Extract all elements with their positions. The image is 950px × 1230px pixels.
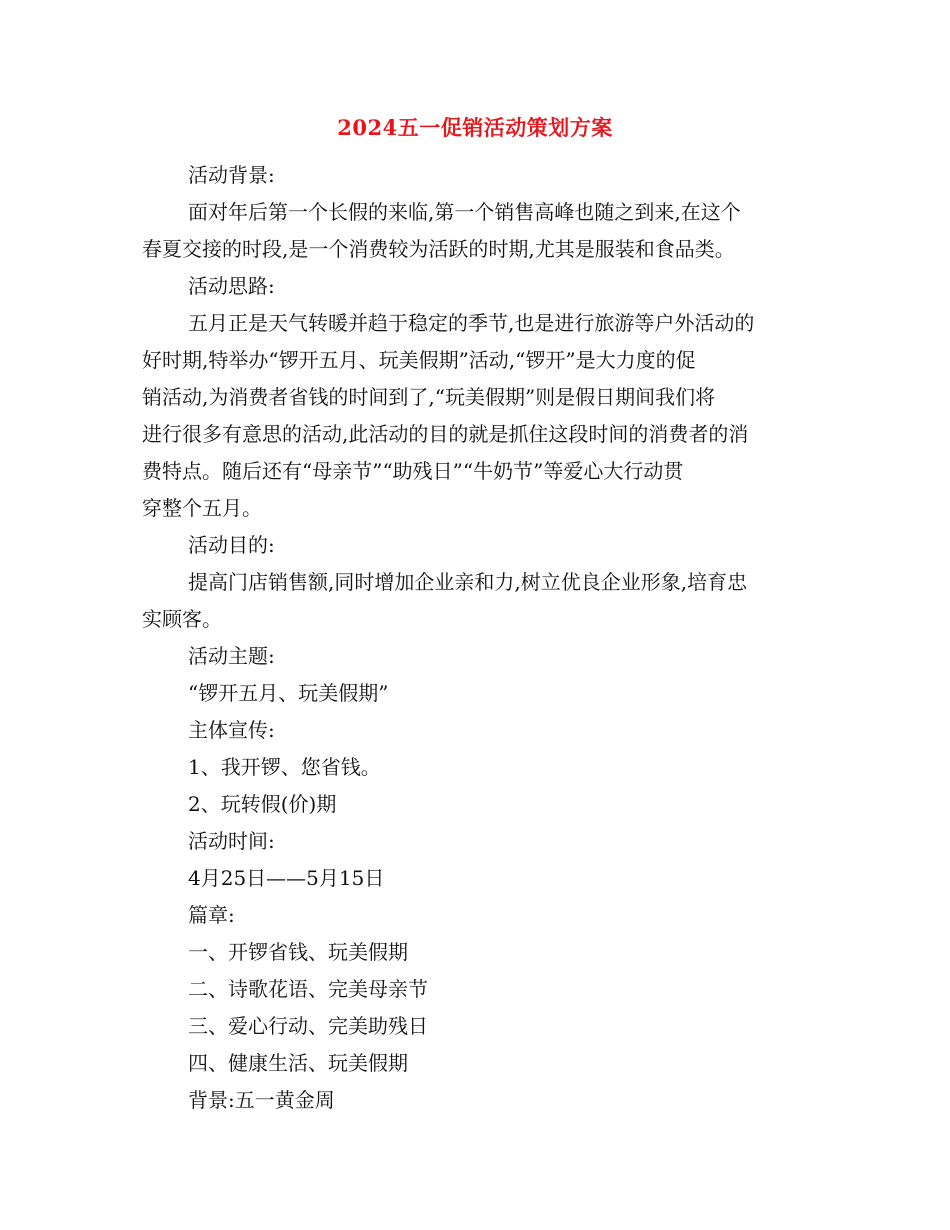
background-line: 背景:五一黄金周 (188, 1088, 335, 1112)
chapter-item: 三、爱心行动、完美助残日 (188, 1014, 428, 1038)
section-heading-background: 活动背景: (188, 163, 275, 187)
section-heading-purpose: 活动目的: (188, 533, 275, 557)
section-heading-idea: 活动思路: (188, 274, 275, 298)
document-title: 2024五一促销活动策划方案 (337, 115, 613, 140)
paragraph-line: 穿整个五月。 (142, 496, 262, 520)
theme-text: “锣开五月、玩美假期” (188, 681, 389, 705)
paragraph-line: 销活动,为消费者省钱的时间到了,“玩美假期”则是假日期间我们将 (142, 385, 716, 409)
chapter-item: 一、开锣省钱、玩美假期 (188, 940, 408, 964)
paragraph-line: 实顾客。 (142, 607, 222, 631)
chapter-item: 四、健康生活、玩美假期 (188, 1051, 408, 1075)
section-heading-time: 活动时间: (188, 829, 275, 853)
paragraph-line: 进行很多有意思的活动,此活动的目的就是抓住这段时间的消费者的消 (142, 422, 749, 446)
activity-dates: 4月25日——5月15日 (188, 866, 385, 890)
paragraph-line: 面对年后第一个长假的来临,第一个销售高峰也随之到来,在这个 (188, 200, 741, 224)
promotion-item: 1、我开锣、您省钱。 (188, 755, 381, 779)
paragraph-line: 费特点。随后还有“母亲节”“助残日”“牛奶节”等爱心大行动贯 (142, 459, 684, 483)
section-heading-chapters: 篇章: (188, 903, 235, 927)
section-heading-theme: 活动主题: (188, 644, 275, 668)
paragraph-line: 春夏交接的时段,是一个消费较为活跃的时期,尤其是服装和食品类。 (142, 237, 735, 261)
paragraph-line: 五月正是天气转暖并趋于稳定的季节,也是进行旅游等户外活动的 (188, 311, 755, 335)
chapter-item: 二、诗歌花语、完美母亲节 (188, 977, 428, 1001)
paragraph-line: 提高门店销售额,同时增加企业亲和力,树立优良企业形象,培育忠 (188, 570, 748, 594)
paragraph-line: 好时期,特举办“锣开五月、玩美假期”活动,“锣开”是大力度的促 (142, 348, 696, 372)
section-heading-promotion: 主体宣传: (188, 718, 275, 742)
promotion-item: 2、玩转假(价)期 (188, 792, 337, 816)
